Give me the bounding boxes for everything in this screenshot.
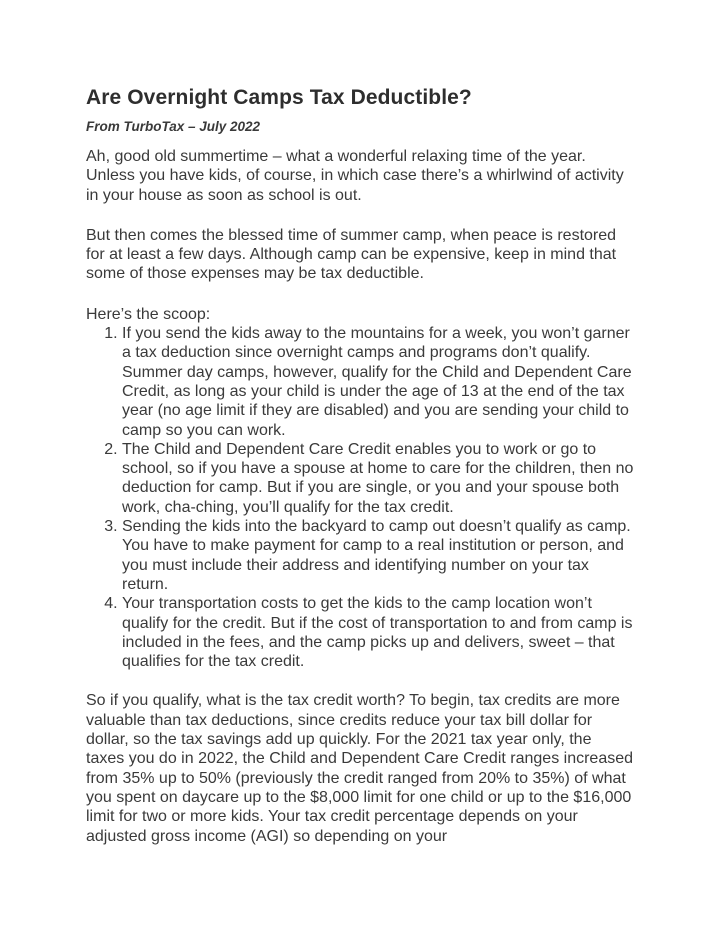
byline: From TurboTax – July 2022 [86, 119, 261, 134]
document-content [86, 86, 634, 846]
scoop-heading: Here’s the scoop: [86, 305, 211, 323]
paragraph-summer-camp: But then comes the blessed time of summer camp, when peace is restored for at least a few days. Although camp can be expensive, keep in mind that some of those expenses may be tax deductible. [86, 226, 617, 283]
list-item-transportation: 4. Your transportation costs to get the kids to the camp location won’t qualify for the credit. But if the cost of transportation to and from camp is included in the fees, and the camp picks up and delivers, sweet – that qualifies for the tax credit. [122, 594, 634, 671]
paragraph-summertime-intro: Ah, good old summertime – what a wonderful relaxing time of the year. Unless you have kids, of course, in which case there’s a whirlwind of activity in your house as soon as school is out. [86, 148, 624, 204]
page-title: Are Overnight Camps Tax Deductible? [86, 86, 472, 109]
scoop-list [86, 324, 634, 671]
list-item-backyard-camp: 3. Sending the kids into the backyard to camp out doesn’t qualify as camp. You have to make payment for camp to a real institution or person, and you must include their address and identifying number on your tax return. [122, 517, 634, 594]
paragraph-credit-worth: So if you qualify, what is the tax credit worth? To begin, tax credits are more valuable than tax deductions, since credits reduce your tax bill dollar for dollar, so the tax savings add up quickly. For the 2021 tax year only, the taxes you do in 2022, the Child and Dependent Care Credit ranges increased from 35% up to 50% (previously the credit ranged from 20% to 35%) of what you spent on daycare up to the $8,000 limit for one child or up to the $16,000 limit for two or more kids. Your tax credit percentage depends on your adjusted gross income (AGI) so depending on your [86, 692, 634, 845]
list-item-care-credit-work: 2. The Child and Dependent Care Credit enables you to work or go to school, so if you have a spouse at home to care for the children, then no deduction for camp. But if you are single, or you and your spouse both work, cha-ching, you’ll qualify for the tax credit. [122, 440, 634, 517]
list-item-overnight-camps: 1. If you send the kids away to the mountains for a week, you won’t garner a tax deduction since overnight camps and programs don’t qualify. Summer day camps, however, qualify for the Child and Dependent Care Credit, as long as your child is under the age of 13 at the end of the tax year (no age limit if they are disabled) and you are sending your child to camp so you can work. [122, 324, 634, 440]
